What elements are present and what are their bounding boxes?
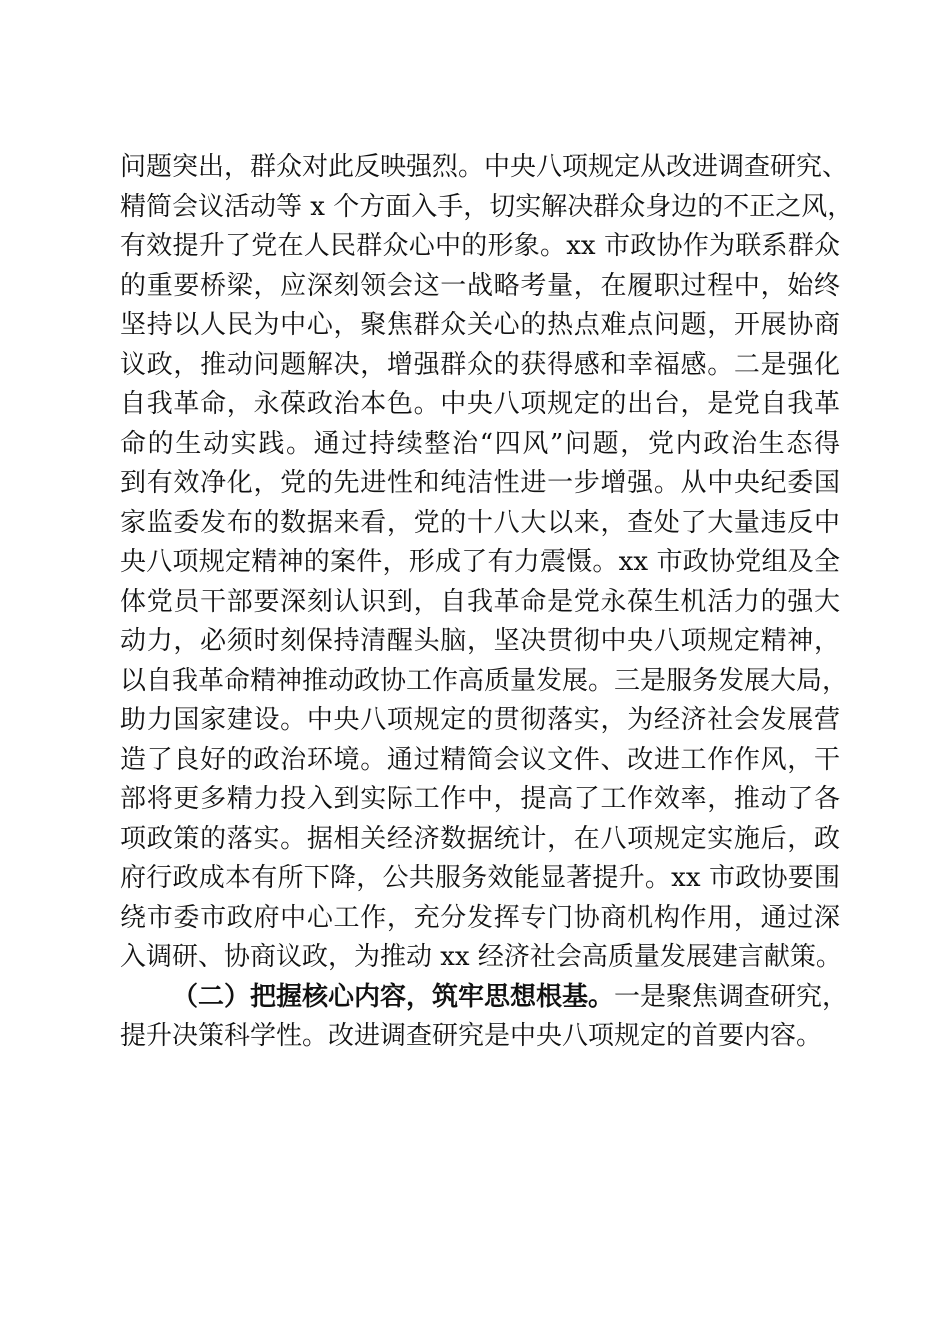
body-text [120, 148, 854, 1057]
text-line: 有效提升了党在人民群众心中的形象。xx 市政协作为联系群众 [120, 231, 840, 261]
text-line: 央八项规定精神的案件，形成了有力震慑。xx 市政协党组及全 [120, 547, 840, 577]
text-line: 的重要桥梁，应深刻领会这一战略考量，在履职过程中，始终 [120, 270, 840, 301]
text-line: 问题突出，群众对此反映强烈。中央八项规定从改进调查研究、 [120, 152, 849, 182]
text-line: 部将更多精力投入到实际工作中，提高了工作效率，推动了各 [120, 784, 840, 814]
text-line: 助力国家建设。中央八项规定的贯彻落实，为经济社会发展营 [120, 705, 840, 735]
text-line: 入调研、协商议政，为推动 xx 经济社会高质量发展建言献策。 [120, 942, 842, 972]
text-line: 绕市委市政府中心工作，充分发挥专门协商机构作用，通过深 [120, 902, 840, 933]
text-line: 命的生动实践。通过持续整治“四风”问题，党内政治生态得 [120, 428, 840, 459]
text-line: 议政，推动问题解决，增强群众的获得感和幸福感。二是强化 [120, 349, 840, 380]
text-line: 以自我革命精神推动政协工作高质量发展。三是服务发展大局， [120, 665, 849, 696]
section-heading-line [120, 978, 849, 1018]
text-line: 提升决策科学性。改进调查研究是中央八项规定的首要内容。 [120, 1021, 823, 1051]
section-heading: （二）把握核心内容，筑牢思想根基。 [172, 981, 615, 1012]
text-line: 坚持以人民为中心，聚焦群众关心的热点难点问题，开展协商 [120, 310, 840, 340]
text-line: 到有效净化，党的先进性和纯洁性进一步增强。从中央纪委国 [120, 468, 840, 498]
text-line: 动力，必须时刻保持清醒头脑，坚决贯彻中央八项规定精神， [120, 626, 840, 656]
text-line: 体党员干部要深刻认识到，自我革命是党永葆生机活力的强大 [120, 586, 840, 617]
text-line: 府行政成本有所下降，公共服务效能显著提升。xx 市政协要围 [120, 863, 840, 893]
section-heading-rest: 一是聚焦调查研究， [614, 981, 849, 1012]
text-line: 项政策的落实。据相关经济数据统计，在八项规定实施后，政 [120, 823, 840, 854]
text-line: 家监委发布的数据来看，党的十八大以来，查处了大量违反中 [120, 507, 840, 538]
text-line: 造了良好的政治环境。通过精简会议文件、改进工作作风，干 [120, 744, 840, 775]
text-line: 精简会议活动等 x 个方面入手，切实解决群众身边的不正之风， [120, 191, 854, 222]
text-line: 自我革命，永葆政治本色。中央八项规定的出台，是党自我革 [120, 389, 840, 419]
